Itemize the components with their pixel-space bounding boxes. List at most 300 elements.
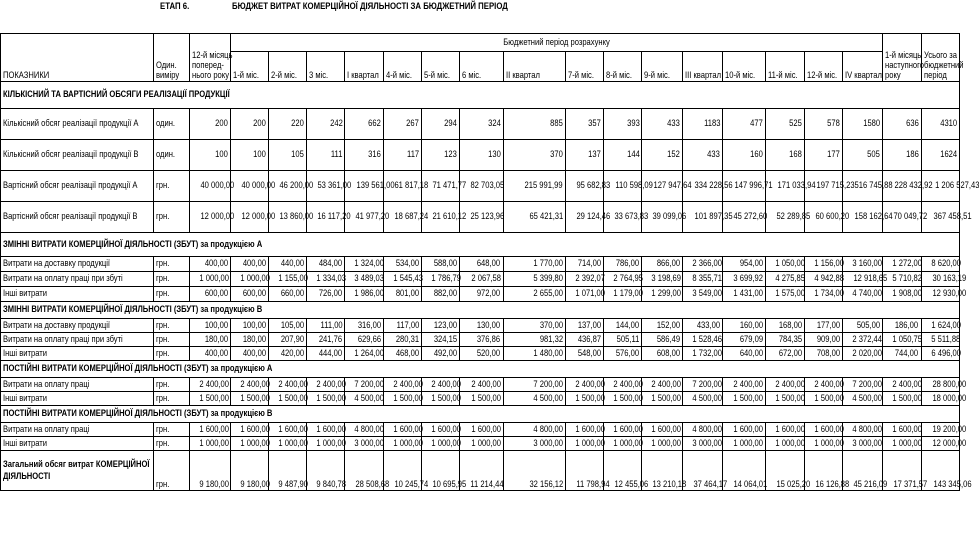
value-cell: 1 480,00 bbox=[503, 347, 565, 361]
value-cell: 505,00 bbox=[842, 319, 882, 333]
value-cell: 186,00 bbox=[883, 319, 921, 333]
value-cell: 8 620,00 bbox=[921, 257, 959, 272]
value-cell: 1 770,00 bbox=[503, 257, 565, 272]
value-cell: 586,49 bbox=[642, 333, 682, 347]
row-unit: грн. bbox=[154, 392, 190, 406]
value-cell: 1 000,00 bbox=[190, 437, 230, 451]
value-cell: 444,00 bbox=[307, 347, 345, 361]
value-cell: 8 355,71 bbox=[682, 272, 722, 287]
value-cell: 60 600,20 bbox=[804, 202, 842, 233]
value-cell: 1183 bbox=[682, 109, 722, 140]
section-title-row bbox=[1, 406, 960, 423]
value-cell: 3 198,69 bbox=[642, 272, 682, 287]
header-period: 8-й міс. bbox=[604, 52, 642, 82]
value-cell: 12 000,00 bbox=[921, 437, 959, 451]
sheet-title: БЮДЖЕТ ВИТРАТ КОМЕРЦІЙНОЇ ДІЯЛЬНОСТІ ЗА БЮДЖЕТНИЙ ПЕРІОД bbox=[232, 1, 508, 12]
section-title: ЗМІННІ ВИТРАТИ КОМЕРЦІЙНОЇ ДІЯЛЬНОСТІ (ЗБУТ) за продукцією А bbox=[1, 233, 960, 257]
value-cell: 1 500,00 bbox=[230, 392, 268, 406]
value-cell: 13 860,00 bbox=[268, 202, 306, 233]
value-cell: 1 155,00 bbox=[268, 272, 306, 287]
value-cell: 123 bbox=[421, 140, 459, 171]
value-cell: 53 361,00 bbox=[307, 171, 345, 202]
section-title: ЗМІННІ ВИТРАТИ КОМЕРЦІЙНОЇ ДІЯЛЬНОСТІ (ЗБУТ) за продукцією В bbox=[1, 302, 960, 319]
total-value-cell: 13 210,18 bbox=[642, 451, 682, 491]
value-cell: 7 200,00 bbox=[842, 378, 882, 392]
value-cell: 82 703,05 bbox=[460, 171, 503, 202]
value-cell: 600,00 bbox=[190, 287, 230, 302]
value-cell: 46 200,00 bbox=[268, 171, 306, 202]
value-cell: 629,66 bbox=[345, 333, 383, 347]
value-cell: 25 123,96 bbox=[460, 202, 503, 233]
value-cell: 1 528,46 bbox=[682, 333, 722, 347]
header-prev-month: 12-й місяць поперед- нього року bbox=[190, 34, 230, 82]
section-title: ПОСТІЙНІ ВИТРАТИ КОМЕРЦІЙНОЇ ДІЯЛЬНОСТІ (ЗБУТ) за продукцією А bbox=[1, 361, 960, 378]
value-cell: 882,00 bbox=[421, 287, 459, 302]
value-cell: 1 000,00 bbox=[421, 437, 459, 451]
section-title: КІЛЬКІСНИЙ ТА ВАРТІСНИЙ ОБСЯГИ РЕАЛІЗАЦІЇ ПРОДУКЦІЇ bbox=[1, 82, 960, 109]
row-unit: грн. bbox=[154, 171, 190, 202]
row-label: Витрати на оплату праці при збуті bbox=[1, 272, 154, 287]
value-cell: 41 977,20 bbox=[345, 202, 383, 233]
total-value-cell: 9 180,00 bbox=[230, 451, 268, 491]
value-cell: 636 bbox=[883, 109, 921, 140]
value-cell: 1 786,79 bbox=[421, 272, 459, 287]
value-cell: 130,00 bbox=[460, 319, 503, 333]
value-cell: 16 117,20 bbox=[307, 202, 345, 233]
value-cell: 4 800,00 bbox=[503, 423, 565, 437]
value-cell: 152 bbox=[642, 140, 682, 171]
total-value-cell: 11 214,44 bbox=[460, 451, 503, 491]
table-row bbox=[1, 423, 960, 437]
value-cell: 280,31 bbox=[383, 333, 421, 347]
value-cell: 433 bbox=[642, 109, 682, 140]
value-cell: 420,00 bbox=[268, 347, 306, 361]
value-cell: 1 299,00 bbox=[642, 287, 682, 302]
value-cell: 578 bbox=[804, 109, 842, 140]
header-period: 11-й міс. bbox=[766, 52, 804, 82]
value-cell: 1 000,00 bbox=[766, 437, 804, 451]
value-cell: 436,87 bbox=[565, 333, 603, 347]
total-unit: грн. bbox=[154, 451, 190, 491]
value-cell: 1 575,00 bbox=[766, 287, 804, 302]
total-label: Загальний обсяг витрат КОМЕРЦІЙНОЇ ДІЯЛЬНОСТІ bbox=[1, 451, 154, 491]
value-cell: 12 930,00 bbox=[921, 287, 959, 302]
value-cell: 3 000,00 bbox=[842, 437, 882, 451]
value-cell: 1 272,00 bbox=[883, 257, 921, 272]
value-cell: 2 655,00 bbox=[503, 287, 565, 302]
value-cell: 2 400,00 bbox=[565, 378, 603, 392]
value-cell: 3 000,00 bbox=[345, 437, 383, 451]
value-cell: 1 600,00 bbox=[190, 423, 230, 437]
value-cell: 1 050,00 bbox=[766, 257, 804, 272]
value-cell: 215 991,99 bbox=[503, 171, 565, 202]
value-cell: 137,00 bbox=[565, 319, 603, 333]
value-cell: 12 000,00 bbox=[230, 202, 268, 233]
value-cell: 4 500,00 bbox=[842, 392, 882, 406]
value-cell: 171 033,94 bbox=[766, 171, 804, 202]
value-cell: 147 996,71 bbox=[723, 171, 766, 202]
header-period: 10-й міс. bbox=[723, 52, 766, 82]
value-cell: 1 264,00 bbox=[345, 347, 383, 361]
value-cell: 180,00 bbox=[190, 333, 230, 347]
value-cell: 21 610,12 bbox=[421, 202, 459, 233]
value-cell: 3 000,00 bbox=[503, 437, 565, 451]
header-period: 7-й міс. bbox=[565, 52, 603, 82]
value-cell: 130 bbox=[460, 140, 503, 171]
value-cell: 370 bbox=[503, 140, 565, 171]
value-cell: 1 000,00 bbox=[460, 437, 503, 451]
value-cell: 1 500,00 bbox=[642, 392, 682, 406]
value-cell: 4 942,88 bbox=[804, 272, 842, 287]
value-cell: 294 bbox=[421, 109, 459, 140]
total-value-cell: 10 695,95 bbox=[421, 451, 459, 491]
value-cell: 1 908,00 bbox=[883, 287, 921, 302]
value-cell: 1 600,00 bbox=[460, 423, 503, 437]
value-cell: 71 471,77 bbox=[421, 171, 459, 202]
value-cell: 61 817,18 bbox=[383, 171, 421, 202]
header-period: 9-й міс. bbox=[642, 52, 682, 82]
value-cell: 714,00 bbox=[565, 257, 603, 272]
value-cell: 608,00 bbox=[642, 347, 682, 361]
row-unit: грн. bbox=[154, 272, 190, 287]
value-cell: 5 511,88 bbox=[921, 333, 959, 347]
value-cell: 588,00 bbox=[421, 257, 459, 272]
row-unit: один. bbox=[154, 109, 190, 140]
value-cell: 1 500,00 bbox=[804, 392, 842, 406]
header-period: 3 міс. bbox=[307, 52, 345, 82]
value-cell: 1 600,00 bbox=[565, 423, 603, 437]
value-cell: 1 500,00 bbox=[268, 392, 306, 406]
value-cell: 123,00 bbox=[421, 319, 459, 333]
value-cell: 95 682,83 bbox=[565, 171, 603, 202]
value-cell: 4 800,00 bbox=[682, 423, 722, 437]
value-cell: 1 600,00 bbox=[230, 423, 268, 437]
value-cell: 177 bbox=[804, 140, 842, 171]
value-cell: 1 000,00 bbox=[383, 437, 421, 451]
value-cell: 242 bbox=[307, 109, 345, 140]
value-cell: 19 200,00 bbox=[921, 423, 959, 437]
value-cell: 228 432,92 bbox=[883, 171, 921, 202]
value-cell: 2 400,00 bbox=[383, 378, 421, 392]
value-cell: 2 764,95 bbox=[604, 272, 642, 287]
value-cell: 1 000,00 bbox=[565, 437, 603, 451]
value-cell: 1 156,00 bbox=[804, 257, 842, 272]
value-cell: 267 bbox=[383, 109, 421, 140]
header-budget-period: Бюджетний період розрахунку bbox=[230, 34, 883, 52]
value-cell: 909,00 bbox=[804, 333, 842, 347]
row-unit: грн. bbox=[154, 347, 190, 361]
value-cell: 1 500,00 bbox=[604, 392, 642, 406]
value-cell: 334 228,56 bbox=[682, 171, 722, 202]
value-cell: 981,32 bbox=[503, 333, 565, 347]
value-cell: 12 000,00 bbox=[190, 202, 230, 233]
table-row bbox=[1, 202, 960, 233]
value-cell: 1 732,00 bbox=[682, 347, 722, 361]
row-label: Витрати на оплату праці bbox=[1, 378, 154, 392]
value-cell: 1 334,03 bbox=[307, 272, 345, 287]
value-cell: 197 715,23 bbox=[804, 171, 842, 202]
value-cell: 1 500,00 bbox=[460, 392, 503, 406]
total-value-cell: 16 126,88 bbox=[804, 451, 842, 491]
header-period: 4-й міс. bbox=[383, 52, 421, 82]
total-value-cell: 17 371,57 bbox=[883, 451, 921, 491]
value-cell: 4310 bbox=[921, 109, 959, 140]
value-cell: 534,00 bbox=[383, 257, 421, 272]
value-cell: 1 600,00 bbox=[383, 423, 421, 437]
value-cell: 726,00 bbox=[307, 287, 345, 302]
row-unit: грн. bbox=[154, 202, 190, 233]
value-cell: 660,00 bbox=[268, 287, 306, 302]
value-cell: 1 500,00 bbox=[421, 392, 459, 406]
value-cell: 2 400,00 bbox=[230, 378, 268, 392]
row-label: Інші витрати bbox=[1, 347, 154, 361]
stage-label: ЕТАП 6. bbox=[160, 1, 190, 12]
value-cell: 324 bbox=[460, 109, 503, 140]
value-cell: 4 740,00 bbox=[842, 287, 882, 302]
value-cell: 4 800,00 bbox=[345, 423, 383, 437]
row-unit: грн. bbox=[154, 319, 190, 333]
value-cell: 2 372,44 bbox=[842, 333, 882, 347]
value-cell: 1 600,00 bbox=[307, 423, 345, 437]
value-cell: 7 200,00 bbox=[503, 378, 565, 392]
value-cell: 3 160,00 bbox=[842, 257, 882, 272]
value-cell: 45 272,60 bbox=[723, 202, 766, 233]
value-cell: 662 bbox=[345, 109, 383, 140]
row-unit: грн. bbox=[154, 257, 190, 272]
row-unit: грн. bbox=[154, 333, 190, 347]
value-cell: 100 bbox=[190, 140, 230, 171]
value-cell: 2 400,00 bbox=[604, 378, 642, 392]
value-cell: 207,90 bbox=[268, 333, 306, 347]
value-cell: 1 734,00 bbox=[804, 287, 842, 302]
header-period: 2-й міс. bbox=[268, 52, 306, 82]
total-value-cell: 28 508,68 bbox=[345, 451, 383, 491]
value-cell: 640,00 bbox=[723, 347, 766, 361]
value-cell: 316 bbox=[345, 140, 383, 171]
value-cell: 18 000,00 bbox=[921, 392, 959, 406]
value-cell: 39 099,06 bbox=[642, 202, 682, 233]
header-period: III квартал bbox=[682, 52, 722, 82]
table-row bbox=[1, 333, 960, 347]
value-cell: 111 bbox=[307, 140, 345, 171]
row-unit: один. bbox=[154, 140, 190, 171]
value-cell: 400,00 bbox=[190, 257, 230, 272]
value-cell: 40 000,00 bbox=[230, 171, 268, 202]
row-unit: грн. bbox=[154, 378, 190, 392]
value-cell: 105,00 bbox=[268, 319, 306, 333]
value-cell: 954,00 bbox=[723, 257, 766, 272]
value-cell: 100,00 bbox=[230, 319, 268, 333]
value-cell: 324,15 bbox=[421, 333, 459, 347]
value-cell: 2 400,00 bbox=[307, 378, 345, 392]
header-period: 6 міс. bbox=[460, 52, 503, 82]
value-cell: 117 bbox=[383, 140, 421, 171]
value-cell: 200 bbox=[230, 109, 268, 140]
value-cell: 186 bbox=[883, 140, 921, 171]
value-cell: 2 400,00 bbox=[190, 378, 230, 392]
value-cell: 1 600,00 bbox=[642, 423, 682, 437]
value-cell: 1 500,00 bbox=[883, 392, 921, 406]
value-cell: 1 000,00 bbox=[190, 272, 230, 287]
value-cell: 1 600,00 bbox=[883, 423, 921, 437]
value-cell: 1 000,00 bbox=[230, 272, 268, 287]
value-cell: 2 366,00 bbox=[682, 257, 722, 272]
value-cell: 400,00 bbox=[230, 257, 268, 272]
header-indicators: ПОКАЗНИКИ bbox=[1, 34, 154, 82]
table-row bbox=[1, 378, 960, 392]
value-cell: 516 745,88 bbox=[842, 171, 882, 202]
value-cell: 2 020,00 bbox=[842, 347, 882, 361]
value-cell: 1 000,00 bbox=[230, 437, 268, 451]
value-cell: 160,00 bbox=[723, 319, 766, 333]
row-label: Вартісний обсяг реалізації продукції А bbox=[1, 171, 154, 202]
value-cell: 885 bbox=[503, 109, 565, 140]
value-cell: 7 200,00 bbox=[682, 378, 722, 392]
value-cell: 357 bbox=[565, 109, 603, 140]
value-cell: 137 bbox=[565, 140, 603, 171]
value-cell: 440,00 bbox=[268, 257, 306, 272]
header-period: II квартал bbox=[503, 52, 565, 82]
section-title-row bbox=[1, 361, 960, 378]
value-cell: 160 bbox=[723, 140, 766, 171]
row-label: Вартісний обсяг реалізації продукції В bbox=[1, 202, 154, 233]
header-next-month: 1-й місяць наступного року bbox=[883, 34, 921, 82]
header-period: 1-й міс. bbox=[230, 52, 268, 82]
value-cell: 2 400,00 bbox=[766, 378, 804, 392]
value-cell: 117,00 bbox=[383, 319, 421, 333]
value-cell: 1 000,00 bbox=[883, 437, 921, 451]
value-cell: 505 bbox=[842, 140, 882, 171]
value-cell: 2 400,00 bbox=[883, 378, 921, 392]
value-cell: 65 421,31 bbox=[503, 202, 565, 233]
value-cell: 648,00 bbox=[460, 257, 503, 272]
value-cell: 2 400,00 bbox=[268, 378, 306, 392]
budget-table bbox=[0, 33, 979, 491]
value-cell: 4 275,85 bbox=[766, 272, 804, 287]
value-cell: 1 600,00 bbox=[604, 423, 642, 437]
value-cell: 1 500,00 bbox=[190, 392, 230, 406]
value-cell: 1 000,00 bbox=[604, 437, 642, 451]
value-cell: 144 bbox=[604, 140, 642, 171]
value-cell: 744,00 bbox=[883, 347, 921, 361]
value-cell: 1 600,00 bbox=[268, 423, 306, 437]
total-value-cell: 12 455,06 bbox=[604, 451, 642, 491]
row-label: Витрати на оплату праці при збуті bbox=[1, 333, 154, 347]
value-cell: 144,00 bbox=[604, 319, 642, 333]
value-cell: 2 392,07 bbox=[565, 272, 603, 287]
value-cell: 139 561,00 bbox=[345, 171, 383, 202]
table-row bbox=[1, 272, 960, 287]
table-row bbox=[1, 257, 960, 272]
value-cell: 4 500,00 bbox=[503, 392, 565, 406]
value-cell: 30 163,19 bbox=[921, 272, 959, 287]
row-label: Витрати на доставку продукції bbox=[1, 319, 154, 333]
value-cell: 152,00 bbox=[642, 319, 682, 333]
value-cell: 40 000,00 bbox=[190, 171, 230, 202]
value-cell: 1 500,00 bbox=[307, 392, 345, 406]
row-label: Інші витрати bbox=[1, 287, 154, 302]
total-value-cell: 10 245,74 bbox=[383, 451, 421, 491]
value-cell: 1 206 527,43 bbox=[921, 171, 959, 202]
value-cell: 505,11 bbox=[604, 333, 642, 347]
row-label: Кількісний обсяг реалізації продукції В bbox=[1, 140, 154, 171]
section-title-row bbox=[1, 233, 960, 257]
value-cell: 3 549,00 bbox=[682, 287, 722, 302]
value-cell: 28 800,00 bbox=[921, 378, 959, 392]
value-cell: 1 179,00 bbox=[604, 287, 642, 302]
section-title-row bbox=[1, 302, 960, 319]
value-cell: 5 710,82 bbox=[883, 272, 921, 287]
value-cell: 111,00 bbox=[307, 319, 345, 333]
value-cell: 158 162,64 bbox=[842, 202, 882, 233]
value-cell: 1624 bbox=[921, 140, 959, 171]
total-value-cell: 9 487,90 bbox=[268, 451, 306, 491]
value-cell: 1 600,00 bbox=[766, 423, 804, 437]
value-cell: 1 500,00 bbox=[723, 392, 766, 406]
value-cell: 4 500,00 bbox=[682, 392, 722, 406]
total-value-cell: 15 025,20 bbox=[766, 451, 804, 491]
value-cell: 2 400,00 bbox=[460, 378, 503, 392]
total-value-cell: 9 180,00 bbox=[190, 451, 230, 491]
value-cell: 1 500,00 bbox=[383, 392, 421, 406]
value-cell: 70 049,72 bbox=[883, 202, 921, 233]
total-value-cell: 9 840,78 bbox=[307, 451, 345, 491]
value-cell: 400,00 bbox=[190, 347, 230, 361]
value-cell: 4 800,00 bbox=[842, 423, 882, 437]
value-cell: 477 bbox=[723, 109, 766, 140]
value-cell: 679,09 bbox=[723, 333, 766, 347]
value-cell: 127 947,64 bbox=[642, 171, 682, 202]
value-cell: 786,00 bbox=[604, 257, 642, 272]
value-cell: 972,00 bbox=[460, 287, 503, 302]
value-cell: 576,00 bbox=[604, 347, 642, 361]
row-label: Кількісний обсяг реалізації продукції А bbox=[1, 109, 154, 140]
value-cell: 316,00 bbox=[345, 319, 383, 333]
table-row bbox=[1, 171, 960, 202]
value-cell: 1 431,00 bbox=[723, 287, 766, 302]
value-cell: 1 071,00 bbox=[565, 287, 603, 302]
table-row bbox=[1, 437, 960, 451]
value-cell: 168,00 bbox=[766, 319, 804, 333]
value-cell: 4 500,00 bbox=[345, 392, 383, 406]
value-cell: 18 687,24 bbox=[383, 202, 421, 233]
value-cell: 2 067,58 bbox=[460, 272, 503, 287]
value-cell: 1 000,00 bbox=[268, 437, 306, 451]
value-cell: 1 500,00 bbox=[565, 392, 603, 406]
value-cell: 200 bbox=[190, 109, 230, 140]
value-cell: 177,00 bbox=[804, 319, 842, 333]
total-value-cell: 45 216,09 bbox=[842, 451, 882, 491]
header-row bbox=[1, 34, 960, 52]
row-label: Витрати на оплату праці bbox=[1, 423, 154, 437]
value-cell: 5 399,80 bbox=[503, 272, 565, 287]
total-value-cell: 11 798,94 bbox=[565, 451, 603, 491]
value-cell: 1 000,00 bbox=[723, 437, 766, 451]
value-cell: 784,35 bbox=[766, 333, 804, 347]
value-cell: 1 600,00 bbox=[804, 423, 842, 437]
value-cell: 1 624,00 bbox=[921, 319, 959, 333]
value-cell: 1 000,00 bbox=[804, 437, 842, 451]
table-row bbox=[1, 347, 960, 361]
table-row bbox=[1, 392, 960, 406]
table-row bbox=[1, 319, 960, 333]
value-cell: 12 918,65 bbox=[842, 272, 882, 287]
value-cell: 672,00 bbox=[766, 347, 804, 361]
row-label: Інші витрати bbox=[1, 392, 154, 406]
value-cell: 1 986,00 bbox=[345, 287, 383, 302]
table-row bbox=[1, 140, 960, 171]
title-row bbox=[0, 0, 960, 15]
